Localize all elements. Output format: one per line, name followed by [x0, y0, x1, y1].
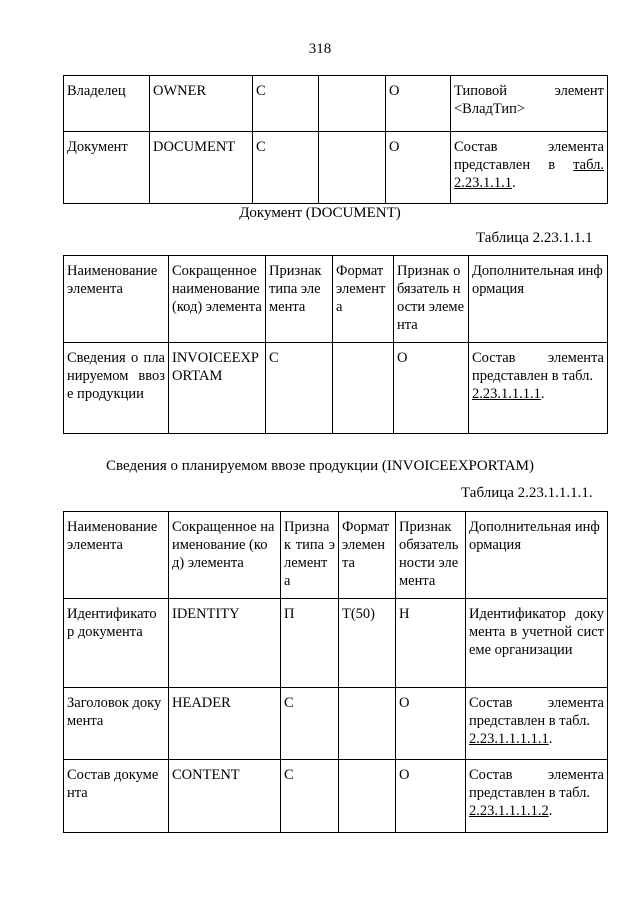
table-reference-link[interactable]: 2.23.1.1.1.1.1 — [469, 731, 549, 747]
column-header: Формат элемент а — [333, 256, 394, 343]
table-row — [64, 760, 608, 833]
element-name-cell: Идентификато р документа — [64, 599, 169, 688]
element-format-cell: T(50) — [339, 599, 396, 688]
info-word: элемента — [548, 695, 604, 711]
info-line — [472, 349, 604, 367]
column-header: Дополнительная информация — [466, 512, 608, 599]
element-code-cell: HEADER — [169, 688, 281, 760]
element-info-cell — [451, 132, 608, 204]
element-type-cell: С — [253, 76, 319, 132]
info-word: элемента — [548, 350, 604, 366]
info-line: представлен в табл. — [472, 368, 594, 384]
table-number: Таблица 2.23.1.1.1.1. — [461, 485, 593, 501]
info-word: Состав — [469, 695, 513, 711]
table-number: Таблица 2.23.1.1.1 — [476, 230, 593, 246]
element-format-cell — [339, 688, 396, 760]
column-header: Признак обязатель ности элемента — [394, 256, 469, 343]
element-type-cell: С — [281, 688, 339, 760]
info-word: . — [548, 731, 553, 747]
column-header: Признак типа элемента — [266, 256, 333, 343]
element-code-cell: INVOICEEXP ORTAM — [169, 343, 266, 434]
element-code-cell: DOCUMENT — [150, 132, 253, 204]
info-word: . — [512, 175, 516, 191]
element-type-cell: П — [281, 599, 339, 688]
info-word: Состав — [469, 767, 513, 783]
element-name-cell: Сведения о планируемом ввозе продукции — [64, 343, 169, 434]
element-type-cell: С — [253, 132, 319, 204]
info-line — [472, 385, 604, 403]
info-word: элемента — [548, 139, 604, 155]
info-line — [469, 730, 604, 748]
info-line — [454, 174, 604, 192]
element-type-cell: С — [266, 343, 333, 434]
element-type-cell: С — [281, 760, 339, 833]
info-line: представлен в табл. — [469, 785, 591, 801]
table-header-row — [64, 256, 608, 343]
info-word: элемента — [548, 767, 604, 783]
section-title: Сведения о планируемом ввозе продукции (INVOICEEXPORTAM) — [106, 458, 534, 474]
element-name-cell: Заголовок документа — [64, 688, 169, 760]
info-word: в — [548, 157, 556, 173]
info-word: . — [540, 386, 545, 402]
table-header-row — [64, 512, 608, 599]
element-code-cell: CONTENT — [169, 760, 281, 833]
element-name-cell: Документ — [64, 132, 150, 204]
document-table — [63, 255, 608, 434]
column-header: Сокращенное наименование (код) элемента — [169, 256, 266, 343]
column-header: Дополнительная информация — [469, 256, 608, 343]
info-line — [454, 156, 604, 174]
element-info-cell — [466, 688, 608, 760]
info-word: представлен — [454, 157, 531, 173]
element-required-cell: О — [386, 76, 451, 132]
info-word: элемент — [554, 83, 604, 99]
element-info-cell: Идентификатор документа в учетной системе организации — [466, 599, 608, 688]
info-word: Состав — [472, 350, 516, 366]
element-required-cell: О — [396, 760, 466, 833]
info-word: Типовой — [454, 83, 508, 99]
element-format-cell — [319, 76, 386, 132]
element-info-cell — [466, 760, 608, 833]
element-name-cell: Владелец — [64, 76, 150, 132]
table-reference-link[interactable]: 2.23.1.1.1 — [454, 175, 512, 191]
element-required-cell: О — [386, 132, 451, 204]
invoice-table — [63, 511, 608, 833]
element-format-cell — [339, 760, 396, 833]
table-row — [64, 599, 608, 688]
element-format-cell — [319, 132, 386, 204]
element-name-cell: Состав документа — [64, 760, 169, 833]
info-word: Состав — [454, 139, 498, 155]
info-line — [454, 82, 604, 100]
element-info-cell — [451, 76, 608, 132]
element-code-cell: IDENTITY — [169, 599, 281, 688]
info-line: <ВладТип> — [454, 101, 526, 117]
column-header: Формат элемен та — [339, 512, 396, 599]
table-row — [64, 132, 608, 204]
table-reference-link[interactable]: табл. — [573, 157, 604, 173]
element-info-cell — [469, 343, 608, 434]
element-required-cell: Н — [396, 599, 466, 688]
table-reference-link[interactable]: 2.23.1.1.1.1.2 — [469, 803, 549, 819]
info-word: . — [548, 803, 553, 819]
table-row — [64, 343, 608, 434]
info-line — [469, 766, 604, 784]
column-header: Наименование элемента — [64, 512, 169, 599]
element-code-cell: OWNER — [150, 76, 253, 132]
column-header: Наименование элемента — [64, 256, 169, 343]
continuation-table — [63, 75, 608, 204]
info-line — [454, 138, 604, 156]
info-line — [469, 694, 604, 712]
table-reference-link[interactable]: 2.23.1.1.1.1 — [472, 386, 541, 402]
column-header: Сокращенное наименование (код) элемента — [169, 512, 281, 599]
column-header: Призна к типа элемент а — [281, 512, 339, 599]
table-row — [64, 76, 608, 132]
table-row — [64, 688, 608, 760]
section-title: Документ (DOCUMENT) — [239, 205, 401, 221]
element-required-cell: О — [394, 343, 469, 434]
page-number: 318 — [308, 41, 332, 57]
info-line — [469, 802, 604, 820]
element-format-cell — [333, 343, 394, 434]
element-required-cell: О — [396, 688, 466, 760]
column-header: Признак обязатель ности элемента — [396, 512, 466, 599]
info-line: представлен в табл. — [469, 713, 591, 729]
